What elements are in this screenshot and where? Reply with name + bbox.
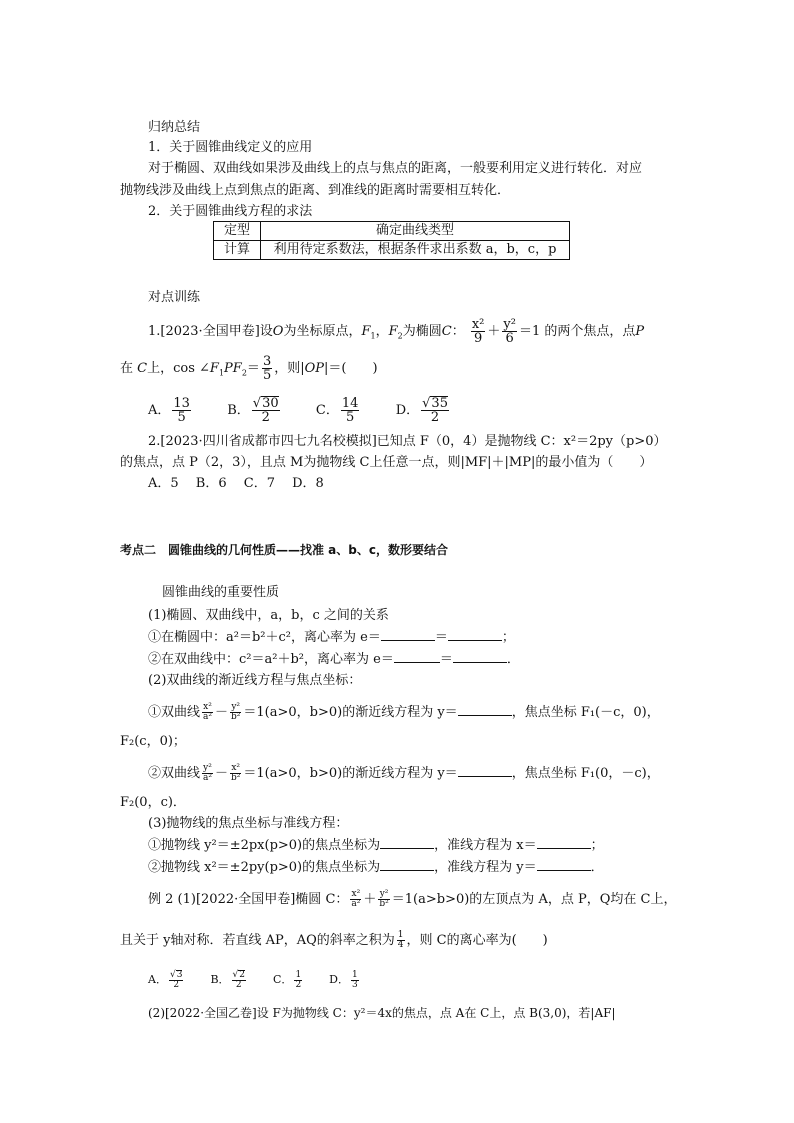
question-1-line1: 1.[2023·全国甲卷]设O为坐标原点，$F_1$，$F_2$为椭圆C： $\frac{\text{x²}}{9}$ ＋ $\frac{\text{y²}}{6}$ ＝1 的两个焦点，点P [148,317,645,346]
q1-stem-b: 为坐标原点， [283,324,362,339]
blank-field[interactable] [537,870,591,871]
q1-sub2: 2 [397,331,403,341]
practice-heading: 对点训练 [148,290,201,305]
example-2-line2: 且关于 y轴对称．若直线 AP，AQ的斜率之积为 $\frac{1}{4}$ ，则 C的离心率为( ) [120,930,548,950]
option-a[interactable]: A． $\frac{13}{5}$ [148,395,190,425]
method-table [213,221,570,260]
q1-stem-e: ＝1 的两个焦点，点 [518,324,636,339]
table-cell-label: 定型 [214,222,261,241]
option-c[interactable]: C． $\frac{1}{2}$ [273,969,302,990]
property-3: (3)抛物线的焦点坐标与准线方程： [148,816,349,831]
blank-field[interactable] [380,870,434,871]
table-row [214,222,570,241]
example-2-part2: (2)[2022·全国乙卷]设 F为抛物线 C：y²＝4x的焦点，点 A在 C上，点 B(3,0)，若|AF| [148,1006,616,1020]
q1-sub1: 1 [370,331,376,341]
property-3b: ②抛物线 x²＝±2py(p>0)的焦点坐标为 ，准线方程为 y＝ ． [148,860,604,875]
q1-stem-a: 1.[2023·全国甲卷]设 [148,324,273,339]
property-2a-line2: F₂(c，0)； [120,734,186,749]
section-2-subheading: 圆锥曲线的重要性质 [162,585,280,600]
q1-frac-y: $\frac{\text{y²}}{6}$ [503,317,516,346]
blank-field[interactable] [458,776,512,777]
question-1-options [148,396,451,425]
property-2b: ②双曲线 $\frac{\text{y²}}{\text{a²}}$ － $\frac{\text{x²}}{\text{b²}}$ ＝1(a>0，b>0)的渐近线方程为 y＝ ，焦点坐标 F₁(0，－c)， [148,763,660,783]
summary-item1-text-line2: 抛物线涉及曲线上点到焦点的距离、到准线的距离时需要相互转化． [120,183,511,198]
property-1a: ①在椭圆中：a²＝b²＋c²，离心率为 e＝ ＝ ； [148,630,515,645]
blank-field[interactable] [394,662,440,663]
summary-item2-title: 2．关于圆锥曲线方程的求法 [148,204,313,219]
question-2-line1: 2.[2023·四川省成都市四七九名校模拟]已知点 F（0，4）是抛物线 C：x²＝2py（p>0） [148,434,667,449]
blank-field[interactable] [537,848,591,849]
option-b[interactable]: B． $\frac{√30}{2}$ [227,396,279,425]
section-2-heading: 考点二 圆锥曲线的几何性质——找准 a、b、c，数形要结合 [120,543,448,557]
table-row [214,241,570,260]
option-c[interactable]: C． $\frac{14}{5}$ [315,395,359,425]
option-d[interactable]: D． $\frac{√35}{2}$ [395,396,448,425]
option-a[interactable]: A． $\frac{√3}{2}$ [148,970,183,990]
option-d[interactable]: D． $\frac{1}{3}$ [329,969,358,990]
property-2b-line2: F₂(0，c)． [120,795,186,810]
question-1-line2: 在 C上，$\cos \angle F_1PF_2=$ $\frac{3}{5}$ ，则|OP|＝( ) [120,354,378,383]
q1-F1: F [361,324,371,339]
summary-heading: 归纳总结 [148,120,201,135]
property-1: (1)椭圆、双曲线中，a，b，c 之间的关系 [148,608,389,623]
property-1b: ②在双曲线中：c²＝a²＋b²，离心率为 e＝ ＝ ． [148,652,520,667]
q1-P: P [635,324,645,339]
q1-cos-frac: $\frac{3}{5}$ [262,354,272,383]
property-3a: ①抛物线 y²＝±2px(p>0)的焦点坐标为 ，准线方程为 x＝ ； [148,838,604,853]
table-cell-value: 利用待定系数法，根据条件求出系数 a，b，c，p [261,241,570,260]
example-2-options [148,966,361,994]
option-b[interactable]: B． $\frac{√2}{2}$ [210,970,246,990]
question-2-options[interactable]: A．5 B．6 C．7 D．8 [148,476,324,491]
summary-item1-text-line1: 对于椭圆、双曲线如果涉及曲线上的点与焦点的距离，一般要利用定义进行转化．对应 [148,161,643,176]
summary-item1-title: 1．关于圆锥曲线定义的应用 [148,140,313,155]
example-2-line1: 例 2 (1)[2022·全国甲卷]椭圆 C： $\frac{\text{x²}}{\text{a²}}$ ＋ $\frac{\text{y²}}{\text{b²}}$ ＝1(a>b>0)的左顶点为 A，点 P，Q均在 C上， [148,889,677,909]
blank-field[interactable] [453,662,507,663]
table-cell-label: 计算 [214,241,261,260]
property-2a: ①双曲线 $\frac{\text{x²}}{\text{a²}}$ － $\frac{\text{y²}}{\text{b²}}$ ＝1(a>0，b>0)的渐近线方程为 y＝ ，焦点坐标 F₁(－c，0)， [148,702,660,722]
q1-C: C [441,324,452,339]
blank-field[interactable] [458,715,512,716]
blank-field[interactable] [448,640,502,641]
blank-field[interactable] [381,640,435,641]
blank-field[interactable] [380,848,434,849]
table-cell-value: 确定曲线类型 [261,222,570,241]
q1-frac-x: $\frac{\text{x²}}{9}$ [471,317,485,346]
q1-O: O [272,324,284,339]
q1-F2: F [388,324,398,339]
q1-stem-c: 为椭圆 [402,324,442,339]
property-2: (2)双曲线的渐近线方程与焦点坐标： [148,673,362,688]
q1-stem-d: ： [451,324,465,339]
question-2-line2: 的焦点，点 P（2，3），且点 M为抛物线 C上任意一点，则|MF|＋|MP|的最小值为（ ） [120,455,653,470]
